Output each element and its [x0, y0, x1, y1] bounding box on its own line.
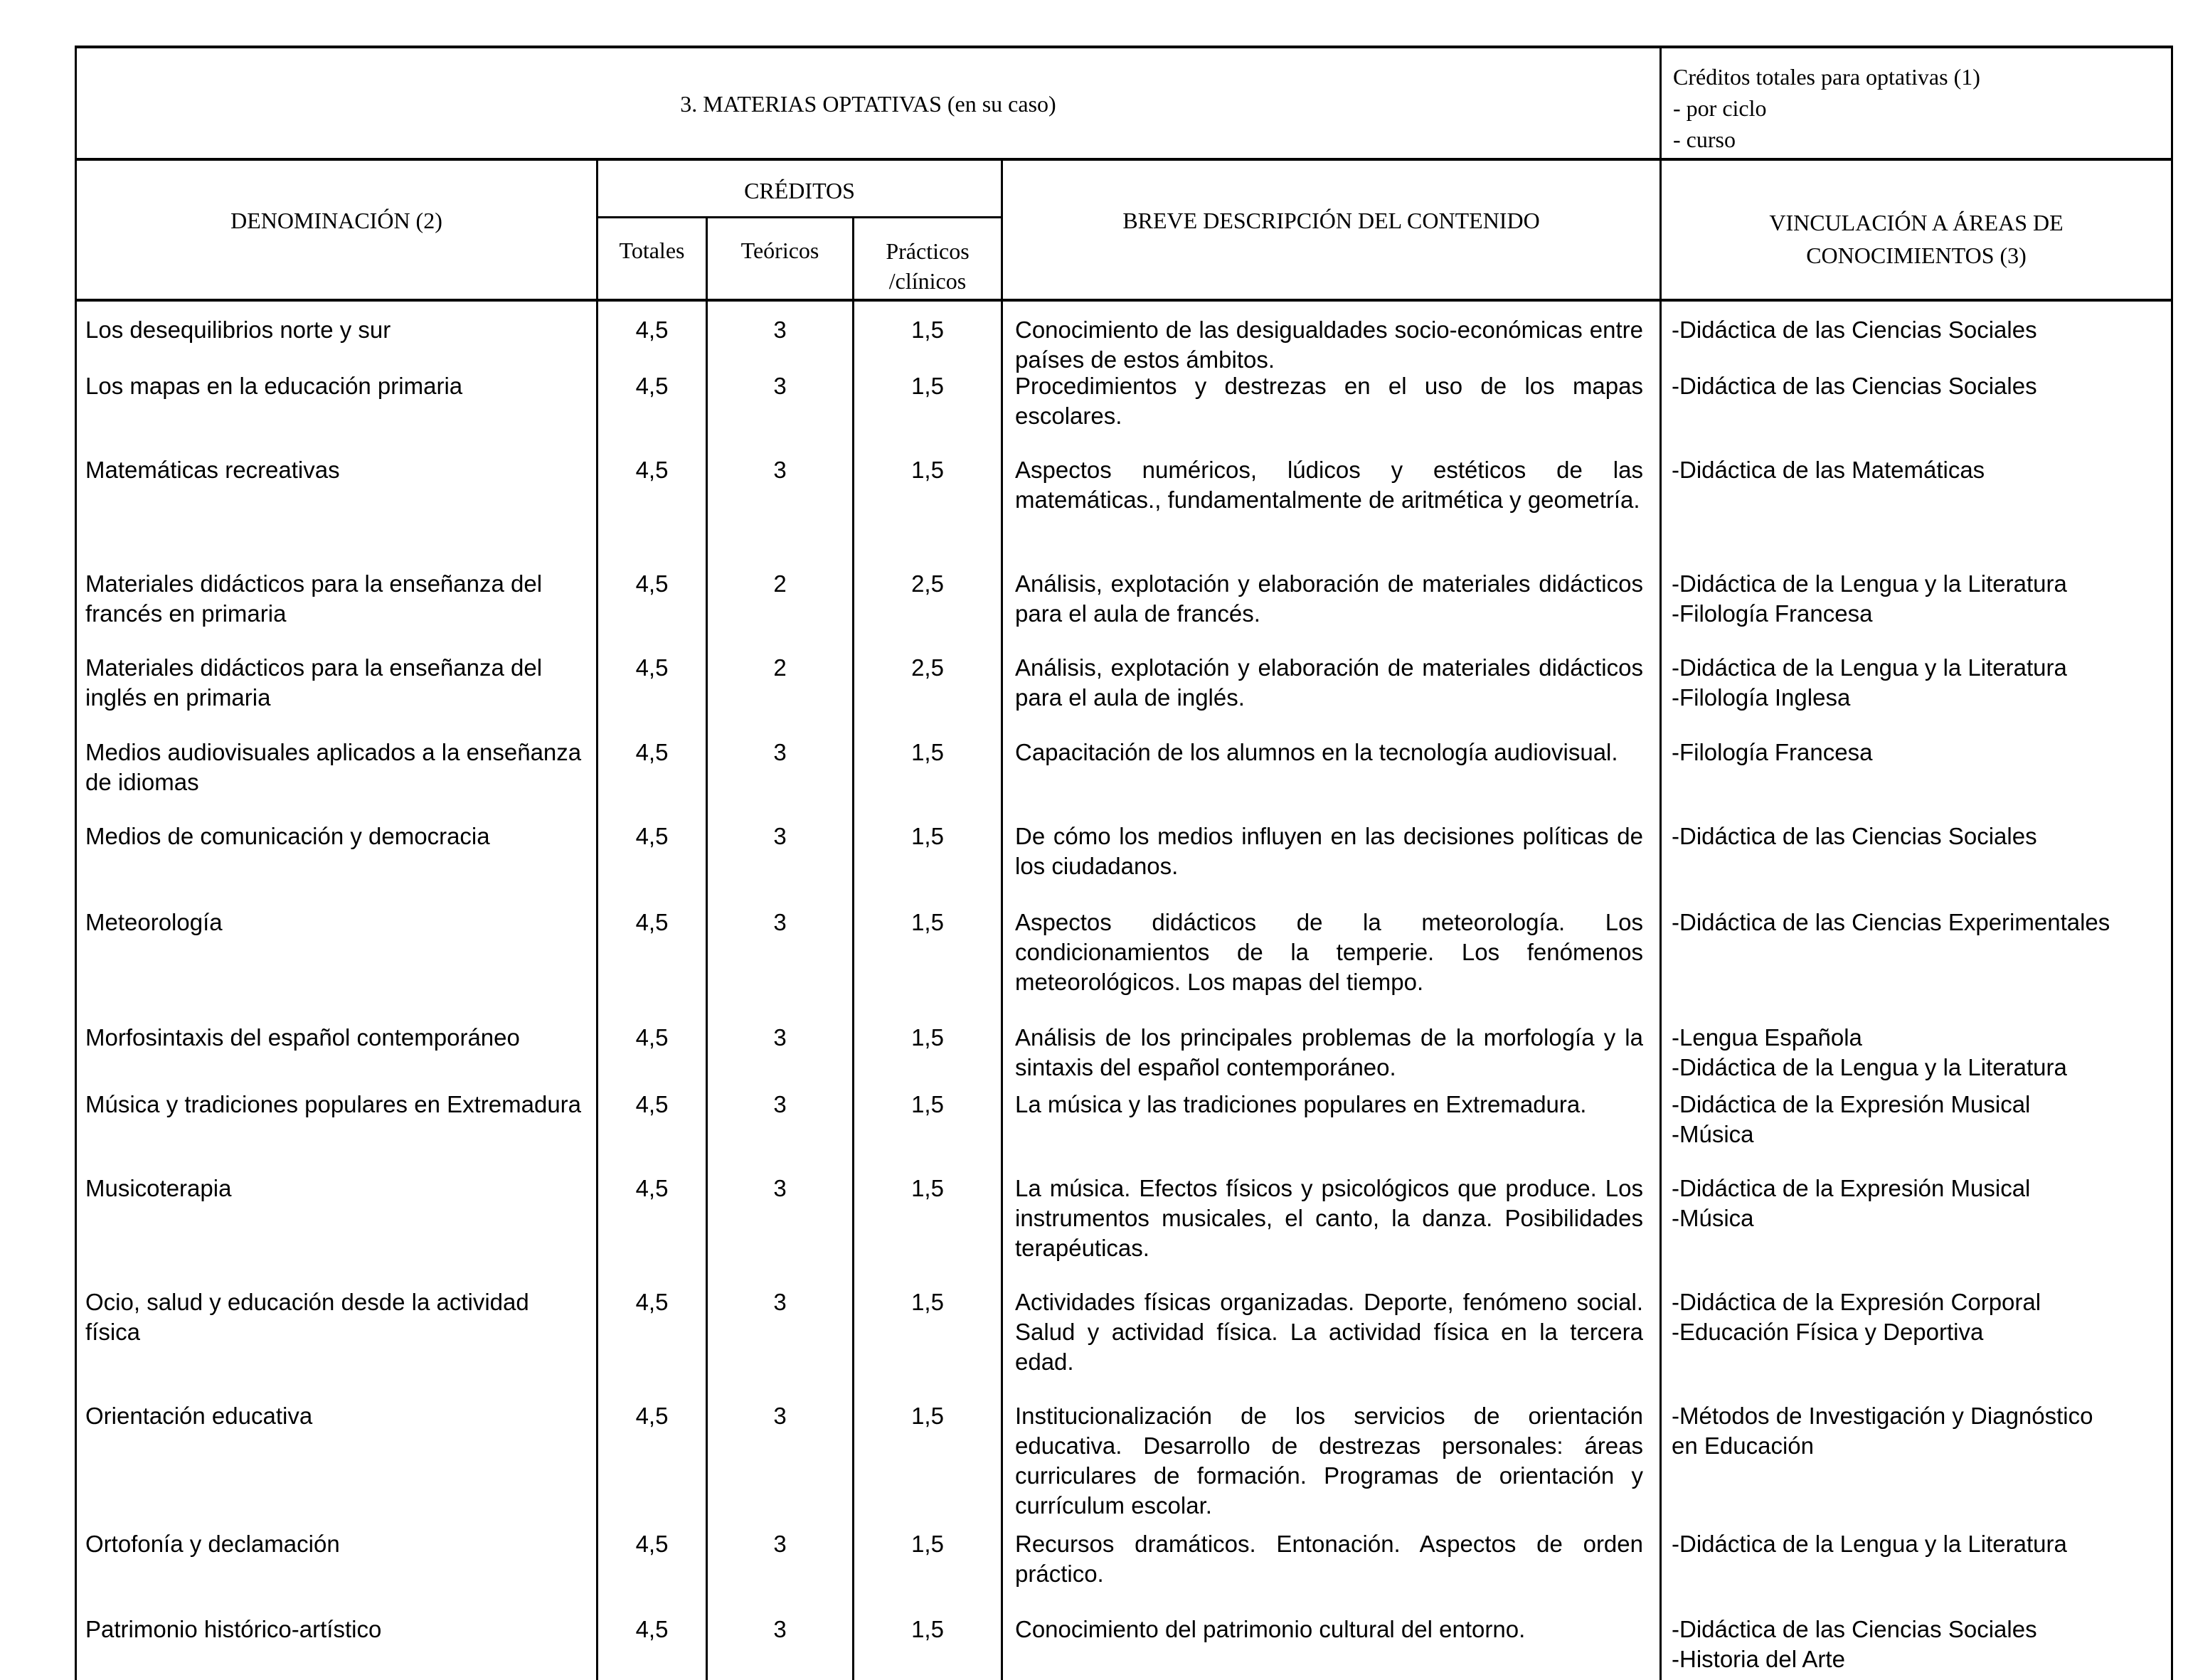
cell-denominacion: Patrimonio histórico-artístico: [85, 1616, 382, 1642]
cell-denominacion: Meteorología: [85, 909, 223, 935]
cell-descripcion: De cómo los medios influyen en las decisiones políticas de los ciudadanos.: [1015, 823, 1643, 879]
cell-descripcion: Conocimiento del patrimonio cultural del entorno.: [1015, 1616, 1526, 1642]
cell-descripcion: Conocimiento de las desigualdades socio-económicas entre países de estos ámbitos.: [1015, 317, 1643, 373]
cell-teoricos: 3: [773, 1616, 787, 1642]
cell-denominacion: Ocio, salud y educación desde la actividad física: [85, 1289, 529, 1345]
cell-teoricos: 3: [773, 1531, 787, 1557]
cell-descripcion: Procedimientos y destrezas en el uso de los mapas escolares.: [1015, 373, 1643, 429]
creditos-divider: [596, 216, 1003, 218]
cell-totales: 4,5: [635, 317, 669, 343]
col-header-creditos: CRÉDITOS: [744, 178, 855, 203]
cell-denominacion: Medios de comunicación y democracia: [85, 823, 490, 849]
cell-denominacion: Los mapas en la educación primaria: [85, 373, 463, 399]
cell-practicos: 2,5: [911, 654, 944, 681]
cell-denominacion: Matemáticas recreativas: [85, 457, 340, 483]
cell-areas: -Didáctica de las Ciencias Sociales: [1672, 373, 2037, 399]
cell-descripcion: Análisis, explotación y elaboración de materiales didácticos para el aula de francés.: [1015, 570, 1643, 627]
cell-descripcion: Análisis, explotación y elaboración de materiales didácticos para el aula de inglés.: [1015, 654, 1643, 711]
section-title: 3. MATERIAS OPTATIVAS (en su caso): [680, 91, 1056, 117]
cell-totales: 4,5: [635, 570, 669, 597]
cell-practicos: 1,5: [911, 1531, 944, 1557]
cell-areas: -Didáctica de las Ciencias Sociales: [1672, 317, 2037, 343]
cell-practicos: 1,5: [911, 1175, 944, 1201]
cell-practicos: 1,5: [911, 1024, 944, 1051]
cell-denominacion: Musicoterapia: [85, 1175, 232, 1201]
cell-descripcion: Actividades físicas organizadas. Deporte, fenómeno social. Salud y actividad física. La actividad física en la tercera edad.: [1015, 1289, 1643, 1375]
col-header-teoricos: Teóricos: [740, 238, 819, 263]
cell-practicos: 1,5: [911, 1289, 944, 1315]
cell-teoricos: 3: [773, 823, 787, 849]
cell-areas: -Filología Francesa: [1672, 739, 1873, 765]
cell-denominacion: Materiales didácticos para la enseñanza del francés en primaria: [85, 570, 543, 627]
cell-totales: 4,5: [635, 823, 669, 849]
cell-totales: 4,5: [635, 909, 669, 935]
table-right-border: [2171, 46, 2173, 1680]
cell-teoricos: 3: [773, 739, 787, 765]
cell-practicos: 1,5: [911, 1091, 944, 1117]
cell-teoricos: 3: [773, 1403, 787, 1429]
credits-note-line: Créditos totales para optativas (1): [1673, 64, 1980, 90]
cell-teoricos: 3: [773, 317, 787, 343]
divider-teoricos: [706, 216, 708, 1680]
col-header-denominacion: DENOMINACIÓN (2): [230, 208, 442, 233]
cell-denominacion: Medios audiovisuales aplicados a la enseñanza de idiomas: [85, 739, 582, 795]
credits-note-line: - curso: [1673, 127, 1736, 152]
cell-descripcion: Recursos dramáticos. Entonación. Aspectos de orden práctico.: [1015, 1531, 1643, 1587]
cell-practicos: 1,5: [911, 739, 944, 765]
cell-totales: 4,5: [635, 1024, 669, 1051]
cell-practicos: 1,5: [911, 823, 944, 849]
table-left-border: [75, 46, 77, 1680]
cell-totales: 4,5: [635, 1616, 669, 1642]
divider-practicos: [852, 216, 854, 1680]
cell-denominacion: Orientación educativa: [85, 1403, 313, 1429]
header-row-bottom-border: [75, 299, 2173, 302]
cell-descripcion: Aspectos didácticos de la meteorología. Los condicionamientos de la temperie. Los fenómenos meteorológicos. Los mapas del tiempo.: [1015, 909, 1643, 995]
cell-practicos: 1,5: [911, 317, 944, 343]
cell-practicos: 1,5: [911, 1403, 944, 1429]
credits-note: [1673, 61, 1980, 155]
col-header-practicos: Prácticos /clínicos: [886, 238, 970, 294]
cell-areas: -Métodos de Investigación y Diagnóstico en Educación: [1672, 1403, 2093, 1459]
divider-areas: [1659, 46, 1662, 1680]
cell-teoricos: 3: [773, 1024, 787, 1051]
cell-areas: -Didáctica de las Ciencias Sociales -Historia del Arte: [1672, 1616, 2037, 1672]
title-row-bottom-border: [75, 158, 2173, 161]
cell-totales: 4,5: [635, 1091, 669, 1117]
table-top-border: [75, 46, 2173, 48]
cell-teoricos: 3: [773, 1175, 787, 1201]
cell-teoricos: 3: [773, 457, 787, 483]
cell-totales: 4,5: [635, 1403, 669, 1429]
cell-descripcion: Institucionalización de los servicios de orientación educativa. Desarrollo de destrezas personales: áreas curriculares de formación. Programas de orientación y currículum escolar.: [1015, 1403, 1643, 1519]
cell-totales: 4,5: [635, 1289, 669, 1315]
cell-denominacion: Ortofonía y declamación: [85, 1531, 340, 1557]
cell-descripcion: Capacitación de los alumnos en la tecnología audiovisual.: [1015, 739, 1618, 765]
cell-practicos: 1,5: [911, 1616, 944, 1642]
cell-totales: 4,5: [635, 457, 669, 483]
cell-totales: 4,5: [635, 739, 669, 765]
cell-denominacion: Materiales didácticos para la enseñanza del inglés en primaria: [85, 654, 543, 711]
cell-areas: -Didáctica de las Matemáticas: [1672, 457, 1985, 483]
cell-teoricos: 2: [773, 654, 787, 681]
cell-totales: 4,5: [635, 1175, 669, 1201]
col-header-totales: Totales: [619, 238, 685, 263]
cell-practicos: 1,5: [911, 909, 944, 935]
cell-practicos: 1,5: [911, 373, 944, 399]
cell-denominacion: Música y tradiciones populares en Extremadura: [85, 1091, 582, 1117]
cell-areas: -Didáctica de la Lengua y la Literatura: [1672, 1531, 2067, 1557]
cell-descripcion: Análisis de los principales problemas de la morfología y la sintaxis del español contemporáneo.: [1015, 1024, 1643, 1080]
cell-areas: -Didáctica de las Ciencias Sociales: [1672, 823, 2037, 849]
cell-practicos: 1,5: [911, 457, 944, 483]
cell-descripcion: Aspectos numéricos, lúdicos y estéticos de las matemáticas., fundamentalmente de aritmética y geometría.: [1015, 457, 1643, 513]
cell-areas: -Didáctica de la Lengua y la Literatura -Filología Inglesa: [1672, 654, 2067, 711]
cell-teoricos: 3: [773, 1091, 787, 1117]
col-header-vinculacion: VINCULACIÓN A ÁREAS DE CONOCIMIENTOS (3): [1769, 210, 2064, 268]
cell-descripcion: La música. Efectos físicos y psicológicos que produce. Los instrumentos musicales, el canto, la danza. Posibilidades terapéuticas.: [1015, 1175, 1643, 1261]
cell-teoricos: 2: [773, 570, 787, 597]
cell-areas: -Didáctica de la Lengua y la Literatura -Filología Francesa: [1672, 570, 2067, 627]
cell-denominacion: Los desequilibrios norte y sur: [85, 317, 391, 343]
cell-teoricos: 3: [773, 1289, 787, 1315]
cell-practicos: 2,5: [911, 570, 944, 597]
cell-areas: -Didáctica de las Ciencias Experimentales: [1672, 909, 2110, 935]
cell-areas: -Didáctica de la Expresión Musical -Música: [1672, 1091, 2031, 1147]
divider-descripcion: [1001, 158, 1003, 1680]
cell-areas: -Didáctica de la Expresión Corporal -Educación Física y Deportiva: [1672, 1289, 2041, 1345]
cell-areas: -Lengua Española -Didáctica de la Lengua y la Literatura: [1672, 1024, 2067, 1080]
cell-totales: 4,5: [635, 1531, 669, 1557]
credits-note-line: - por ciclo: [1673, 95, 1767, 121]
cell-teoricos: 3: [773, 909, 787, 935]
cell-denominacion: Morfosintaxis del español contemporáneo: [85, 1024, 520, 1051]
cell-teoricos: 3: [773, 373, 787, 399]
cell-totales: 4,5: [635, 373, 669, 399]
cell-descripcion: La música y las tradiciones populares en Extremadura.: [1015, 1091, 1587, 1117]
cell-areas: -Didáctica de la Expresión Musical -Música: [1672, 1175, 2031, 1231]
col-header-descripcion: BREVE DESCRIPCIÓN DEL CONTENIDO: [1122, 208, 1540, 233]
cell-totales: 4,5: [635, 654, 669, 681]
